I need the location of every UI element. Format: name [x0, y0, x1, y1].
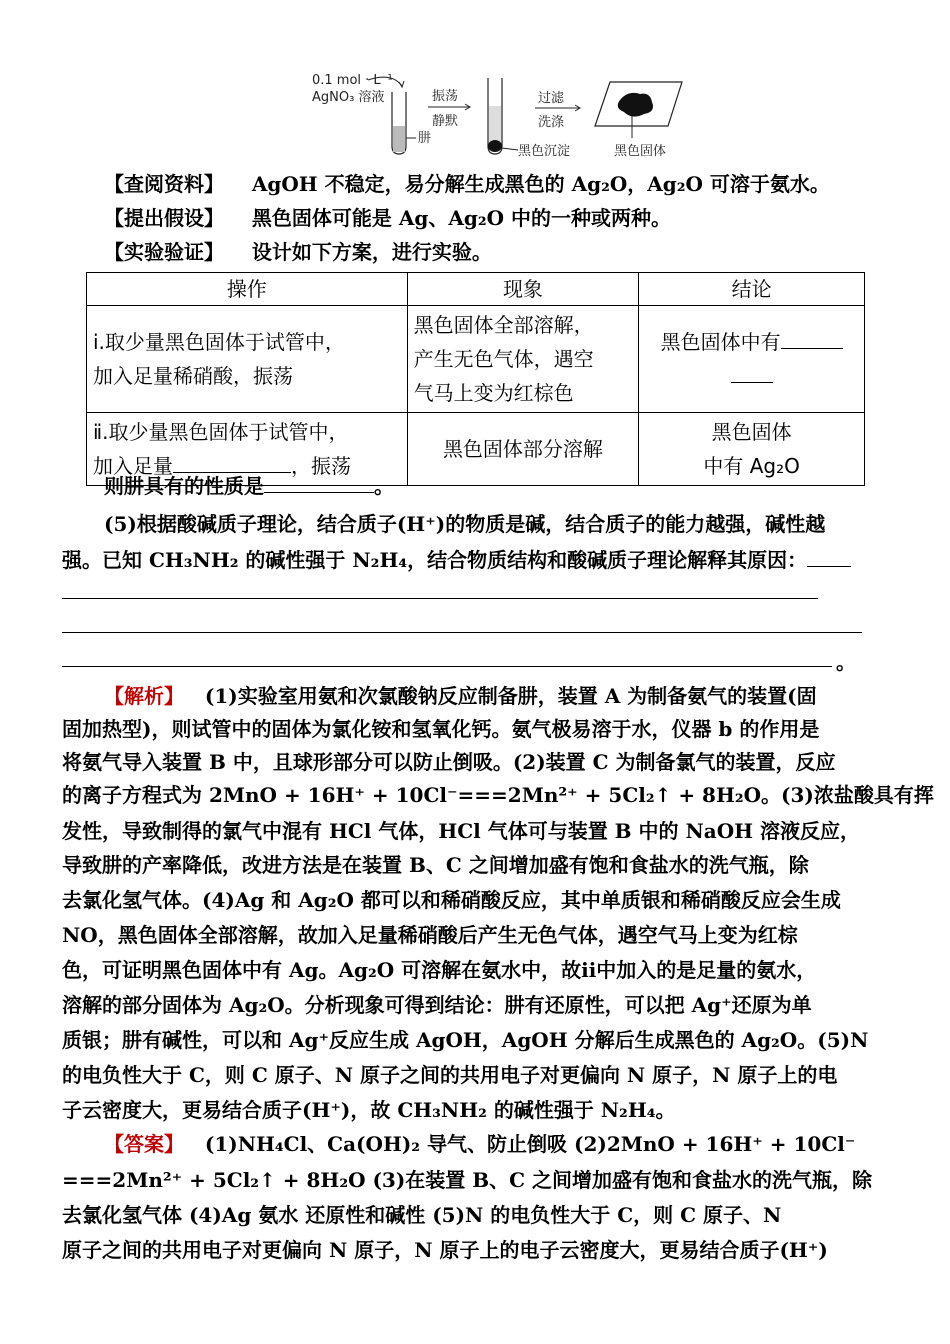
info-label-3: 【实验验证】 — [104, 240, 224, 264]
analysis-line: 将氨气导入装置 B 中，且球形部分可以防止倒吸。(2)装置 C 为制备氯气的装置，反应 — [62, 750, 836, 774]
info-line-1 — [104, 168, 934, 200]
analysis-line: 发性，导致制得的氯气中混有 HCl 气体，HCl 气体可与装置 B 中的 NaOH 溶液反应， — [62, 819, 861, 843]
row2-operation: ⅱ.取少量黑色固体于试管中， 加入足量 ，振荡 — [87, 413, 408, 486]
analysis-line: 的电负性大于 C，则 C 原子、N 原子之间的共用电子对更偏向 N 原子，N 原子上的电 — [62, 1063, 838, 1087]
answer-label: 【答案】 — [104, 1132, 184, 1156]
diagram-precipitate-label: 黑色沉淀 — [518, 144, 571, 159]
analysis-line: 溶解的部分固体为 Ag₂O。分析现象可得到结论：肼有还原性，可以把 Ag⁺还原为单 — [62, 993, 812, 1017]
answer-line: ===2Mn²⁺ + 5Cl₂↑ + 8H₂O (3)在装置 B、C 之间增加盛有饱和食盐水的洗气瓶，除 — [62, 1168, 873, 1192]
info-text-2: 黑色固体可能是 Ag、Ag₂O 中的一种或两种。 — [251, 206, 671, 230]
row2-conclusion: 黑色固体 中有 Ag₂O — [639, 413, 865, 486]
info-line-2 — [104, 202, 934, 234]
analysis-line-0: 【解析】 (1)实验室用氨和次氯酸钠反应制备肼，装置 A 为制备氨气的装置(固 — [104, 684, 817, 708]
final-period: 。 — [836, 650, 856, 674]
diagram-reagent-label: AgNO₃ 溶液 — [312, 90, 385, 105]
header-phenomenon: 现象 — [407, 273, 639, 306]
row1-operation: ⅰ.取少量黑色固体于试管中， 加入足量稀硝酸，振荡 — [87, 306, 408, 413]
answer-rule-2[interactable] — [62, 632, 862, 633]
analysis-line: 导致肼的产率降低，改进方法是在装置 B、C 之间增加盛有饱和食盐水的洗气瓶，除 — [62, 853, 809, 877]
analysis-line: 子云密度大，更易结合质子(H⁺)，故 CH₃NH₂ 的碱性强于 N₂H₄。 — [62, 1098, 676, 1122]
experiment-table — [86, 272, 865, 486]
analysis-line: 质银；肼有碱性，可以和 Ag⁺反应生成 AgOH，AgOH 分解后生成黑色的 Ag₂O。(5)N — [62, 1028, 869, 1052]
diagram-step2b: 洗涤 — [538, 115, 565, 130]
info-text-3: 设计如下方案，进行实验。 — [251, 240, 492, 264]
table-row — [87, 306, 865, 413]
info-line-3 — [104, 236, 934, 268]
answer-blank[interactable] — [731, 362, 773, 383]
header-conclusion: 结论 — [639, 273, 865, 306]
answer-line: 去氯化氢气体 (4)Ag 氨水 还原性和碱性 (5)N 的电负性大于 C，则 C 原子、N — [62, 1203, 782, 1227]
table-header-row — [87, 273, 865, 306]
answer-line-0: 【答案】 (1)NH₄Cl、Ca(OH)₂ 导气、防止倒吸 (2)2MnO + 16H⁺ + 10Cl⁻ — [104, 1132, 856, 1156]
q4-tail-line: 则肼具有的性质是 。 — [104, 474, 394, 498]
analysis-line: 的离子方程式为 2MnO + 16H⁺ + 10Cl⁻===2Mn²⁺ + 5Cl₂↑ + 8H₂O。(3)浓盐酸具有挥 — [62, 783, 934, 807]
header-operation: 操作 — [87, 273, 408, 306]
q5-line-2: 强。已知 CH₃NH₂ 的碱性强于 N₂H₄，结合物质结构和酸碱质子理论解释其原因： — [62, 544, 892, 576]
analysis-line: 色，可证明黑色固体中有 Ag。Ag₂O 可溶解在氨水中，故ⅱ中加入的是足量的氨水， — [62, 958, 817, 982]
analysis-line: NO，黑色固体全部溶解，故加入足量稀硝酸后产生无色气体，遇空气马上变为红棕 — [62, 923, 798, 947]
analysis-line: 固加热型)，则试管中的固体为氯化铵和氢氧化钙。氨气极易溶于水，仪器 b 的作用是 — [62, 717, 820, 741]
experiment-diagram — [310, 70, 700, 165]
row2-phenomenon: 黑色固体部分溶解 — [407, 413, 639, 486]
answer-blank[interactable] — [807, 546, 851, 567]
answer-blank[interactable] — [781, 328, 843, 349]
diagram-solid-label: 黑色固体 — [614, 144, 667, 159]
diagram-step1a: 振荡 — [432, 89, 459, 104]
answer-blank[interactable] — [264, 472, 374, 493]
q5-line-1: (5)根据酸碱质子理论，结合质子(H⁺)的物质是碱，结合质子的能力越强，碱性越 — [104, 512, 826, 536]
info-text-1: AgOH 不稳定，易分解生成黑色的 Ag₂O，Ag₂O 可溶于氨水。 — [251, 172, 830, 196]
info-label-1: 【查阅资料】 — [104, 172, 224, 196]
answer-line: 原子之间的共用电子对更偏向 N 原子，N 原子上的电子云密度大，更易结合质子(H⁺) — [62, 1238, 828, 1262]
info-label-2: 【提出假设】 — [104, 206, 224, 230]
row1-phenomenon: 黑色固体全部溶解， 产生无色气体，遇空 气马上变为红棕色 — [407, 306, 639, 413]
diagram-conc-label: 0.1 mol · L⁻¹ — [312, 73, 393, 88]
diagram-hydrazine-label: 肼 — [418, 131, 432, 146]
row1-conclusion: 黑色固体中有 — [639, 306, 865, 413]
analysis-label: 【解析】 — [104, 684, 184, 708]
diagram-step2a: 过滤 — [538, 91, 565, 106]
answer-rule-1[interactable] — [62, 598, 818, 599]
answer-rule-3[interactable] — [62, 666, 832, 667]
analysis-line: 去氯化氢气体。(4)Ag 和 Ag₂O 都可以和稀硝酸反应，其中单质银和稀硝酸反应会生成 — [62, 888, 841, 912]
diagram-step1b: 静默 — [432, 114, 459, 129]
